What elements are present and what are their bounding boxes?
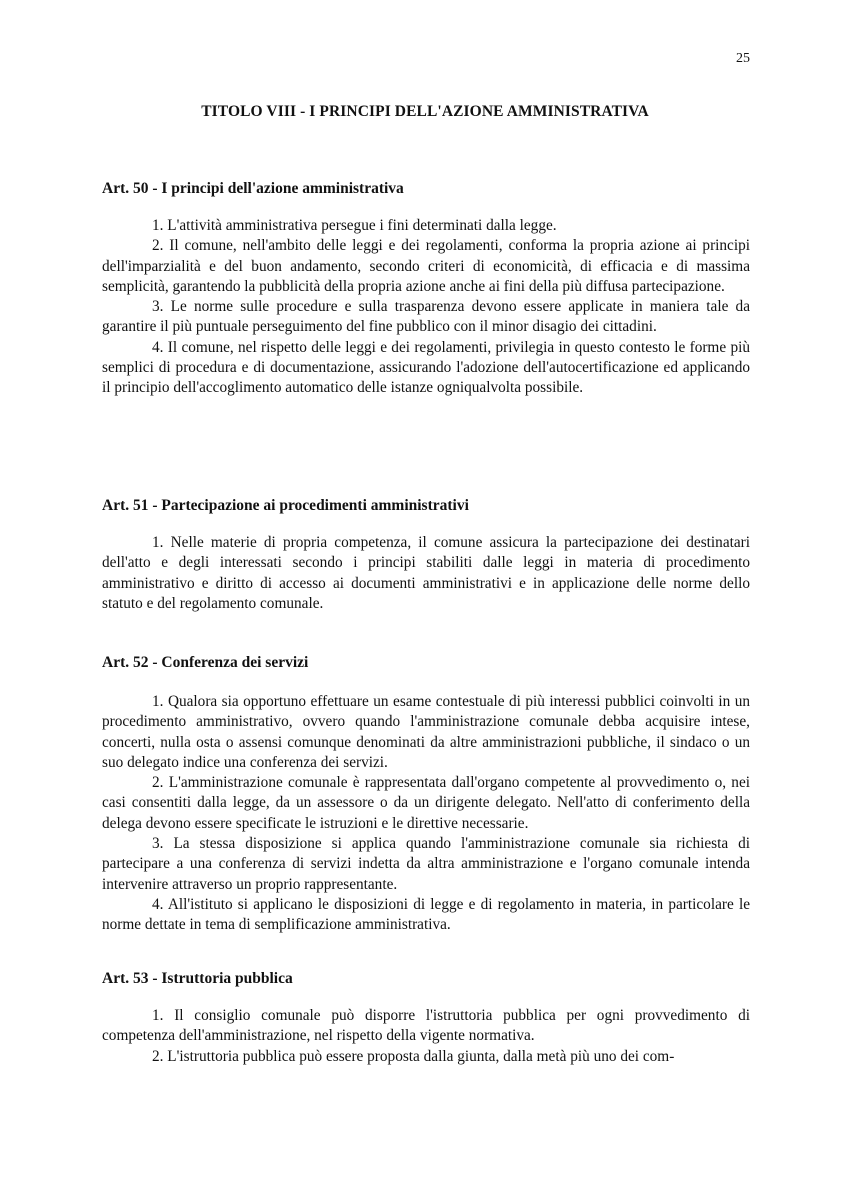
article-body xyxy=(102,533,750,614)
article-53 xyxy=(102,969,750,1067)
article-paragraph: 4. Il comune, nel rispetto delle leggi e dei regolamenti, privilegia in questo contesto le forme più semplici di procedura e di documentazione, assicurando l'adozione dell'autocertificazione ed applicando il principio dell'accoglimento automatico delle istanze ogniqualvolta possibile. xyxy=(102,338,750,397)
article-body xyxy=(102,1006,750,1067)
document-title: TITOLO VIII - I PRINCIPI DELL'AZIONE AMMINISTRATIVA xyxy=(201,103,649,120)
article-body xyxy=(102,692,750,936)
page-number: 25 xyxy=(736,51,750,66)
article-paragraph: 2. L'istruttoria pubblica può essere proposta dalla giunta, dalla metà più uno dei com- xyxy=(152,1047,675,1065)
article-paragraph: 1. Il consiglio comunale può disporre l'istruttoria pubblica per ogni provvedimento di competenza dell'amministrazione, nel rispetto della vigente normativa. xyxy=(102,1007,750,1045)
article-paragraph: 1. L'attività amministrativa persegue i fini determinati dalla legge. xyxy=(152,217,557,234)
article-paragraph: 3. Le norme sulle procedure e sulla trasparenza devono essere applicate in maniera tale da garantire il più puntuale perseguimento del fine pubblico con il minor disagio dei cittadini. xyxy=(102,298,750,336)
article-50 xyxy=(102,179,750,399)
article-52 xyxy=(102,653,750,936)
article-heading: Art. 53 - Istruttoria pubblica xyxy=(102,970,293,987)
article-paragraph: 2. Il comune, nell'ambito delle leggi e dei regolamenti, conforma la propria azione ai principi dell'imparzialità e del buon andamento, secondo criteri di economicità, di efficacia e di massima semplicità, garantendo la pubblicità della propria azione anche ai fini della più diffusa partecipazione. xyxy=(102,237,750,295)
article-paragraph: 3. La stessa disposizione si applica quando l'amministrazione comunale sia richiesta di partecipare a una conferenza di servizi indetta da altra amministrazione e l'organo comunale intenda intervenire attraverso un proprio rappresentante. xyxy=(102,835,750,893)
article-heading: Art. 52 - Conferenza dei servizi xyxy=(102,654,309,671)
article-paragraph: 4. All'istituto si applicano le disposizioni di legge e di regolamento in materia, in particolare le norme dettate in tema di semplificazione amministrativa. xyxy=(102,895,750,934)
article-51 xyxy=(102,496,750,614)
article-heading: Art. 50 - I principi dell'azione amministrativa xyxy=(102,180,404,197)
article-paragraph: 1. Nelle materie di propria competenza, il comune assicura la partecipazione dei destinatari dell'atto e degli interessati secondo i principi stabiliti dalle leggi in materia di procedimento amministrativo e diritto di accesso ai documenti amministrativi e in applicazione delle norme dello statuto e del regolamento comunale. xyxy=(102,534,750,612)
article-body xyxy=(102,216,750,399)
article-paragraph: 2. L'amministrazione comunale è rappresentata dall'organo competente al provvedimento o, nei casi consentiti dalla legge, da un assessore o da un dirigente delegato. Nell'atto di conferimento della delega devono essere specificate le istruzioni e le direttive necessarie. xyxy=(102,774,750,832)
article-heading: Art. 51 - Partecipazione ai procedimenti amministrativi xyxy=(102,497,469,514)
article-paragraph: 1. Qualora sia opportuno effettuare un esame contestuale di più interessi pubblici coinvolti in un procedimento amministrativo, ovvero quando l'amministrazione comunale debba acquisire intese, concerti, nulla osta o assensi comunque denominati da altre amministrazioni pubbliche, il sindaco o un suo delegato indice una conferenza dei servizi. xyxy=(102,693,750,771)
